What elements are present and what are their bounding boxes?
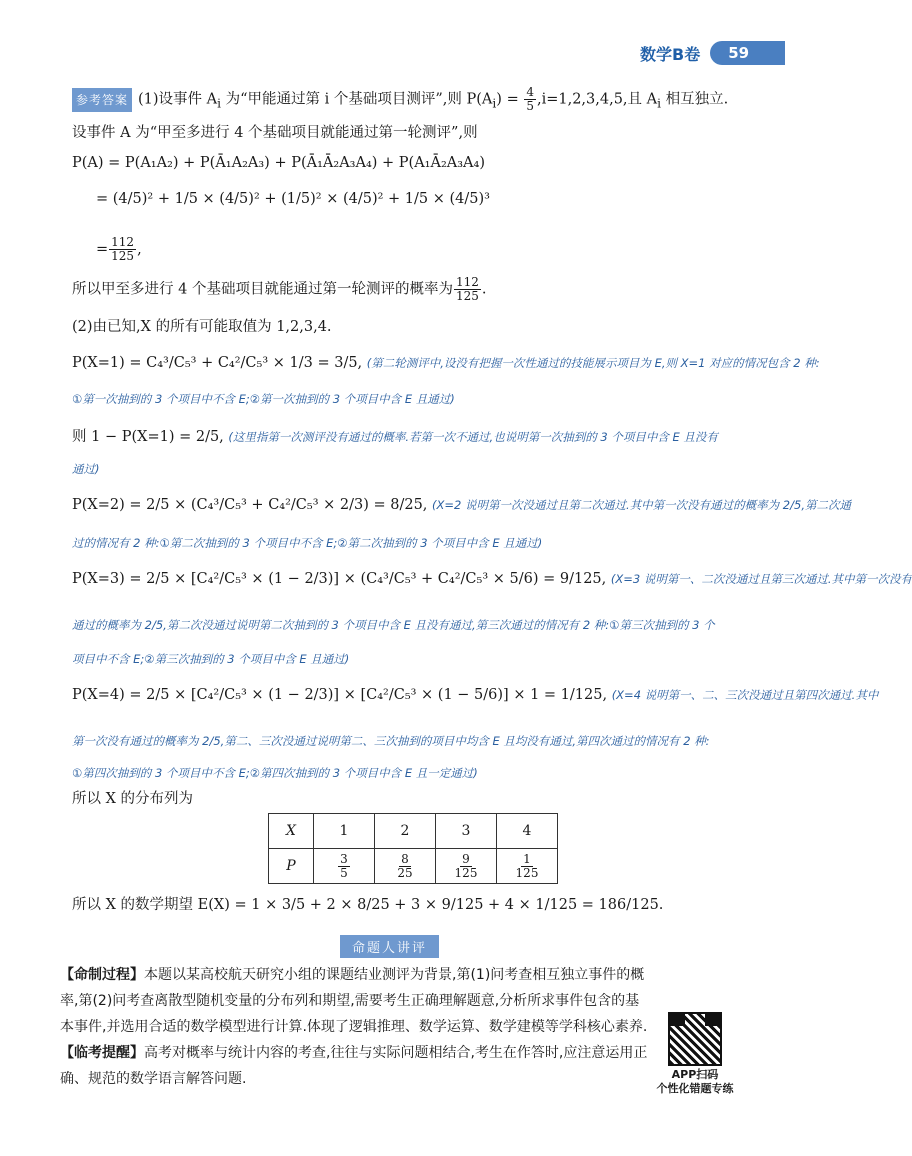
px3-note-2: 项目中不含 E;②第三次抽到的 3 个项目中含 E 且通过) (72, 652, 350, 666)
page-number: 59 (710, 41, 785, 65)
reminder-label: 【临考提醒】 (60, 1045, 144, 1061)
reminder-paragraph: 【临考提醒】高考对概率与统计内容的考查,往往与实际问题相结合,考生在作答时,应注意运用正确、规范的数学语言解答问题. (60, 1045, 648, 1087)
px3-note: 通过的概率为 2/5,第二次没通过说明第二次抽到的 3 个项目中含 E 且没有通过,第三次通过的情况有 2 种:①第三次抽到的 3 个 (72, 618, 715, 632)
part2-intro: (2)由已知,X 的所有可能取值为 1,2,3,4. (72, 319, 332, 335)
fraction: $\frac{4}{5}$ (526, 85, 534, 113)
answer-line-1: 参考答案 (1)设事件 $A_i$ 为“甲能通过第 i 个基础项目测评”,则 $P(A_i)$ = $\frac{4}{5}$ ,i=1,2,3,4,5,且 $A_i$ 相互独立. (72, 86, 728, 114)
px4-note: 第一次没有通过的概率为 2/5,第二、三次没通过说明第二、三次抽到的项目中均含 E 且均没有通过,第四次通过的情况有 2 种: (72, 734, 710, 748)
dist-intro: 所以 X 的分布列为 (72, 791, 194, 807)
page-header (640, 40, 785, 66)
px2-note: 过的情况有 2 种:①第二次抽到的 3 个项目中不含 E;②第二次抽到的 3 个项目中含 E 且通过) (72, 536, 543, 550)
px1-line: P(X=1) = C₄³/C₅³ + C₄²/C₅³ × 1/3 = 3/5, (第二轮测评中,设没有把握一次性通过的技能展示项目为 E,则 X=1 对应的情况包含 2 种: (72, 355, 820, 371)
design-label: 【命制过程】 (60, 967, 144, 983)
px3-line: P(X=3) = 2/5 × [C₄²/C₅³ × (1 − 2/3)] × (C₄³/C₅³ + C₄²/C₅³ × 5/6) = 9/125, (X=3 说明第一、二次没通过且第三次通过.其中第一次没有 (72, 571, 912, 587)
table-row: X 1 2 3 4 (269, 814, 558, 849)
equation-pa-result: = $\frac{112}{125}$ , (96, 235, 142, 263)
header-title: 数学B卷 (640, 44, 701, 64)
px4-note-2: ①第四次抽到的 3 个项目中不含 E;②第四次抽到的 3 个项目中含 E 且一定通过) (72, 766, 478, 780)
design-paragraph: 【命制过程】本题以某高校航天研究小组的课题结业测评为背景,第(1)问考查相互独立事件的概率,第(2)问考查离散型随机变量的分布列和期望,需要考生正确理解题意,分析所求事件包含的基本事件,并选用合适的数学模型进行计算.体现了逻辑推理、数学运算、数学建模等学科核心素养. (60, 967, 648, 1035)
qr-caption: APP扫码 个性化错题专练 (656, 1068, 734, 1095)
equation-pa-expand: = (4/5)² + 1/5 × (4/5)² + (1/5)² × (4/5)² + 1/5 × (4/5)³ (96, 191, 490, 207)
expectation-line: 所以 X 的数学期望 E(X) = 1 × 3/5 + 2 × 8/25 + 3 × 9/125 + 4 × 1/125 = 186/125. (72, 897, 664, 913)
answer-line-2: 设事件 A 为“甲至多进行 4 个基础项目就能通过第一轮测评”,则 (72, 125, 478, 141)
equation-pa: P(A) = P(A₁A₂) + P(Ā₁A₂A₃) + P(Ā₁Ā₂A₃A₄) + P(A₁Ā₂A₃A₄) (72, 155, 485, 171)
commentary-banner: 命题人讲评 (340, 935, 439, 958)
answer-badge: 参考答案 (72, 88, 132, 112)
px2-line: P(X=2) = 2/5 × (C₄³/C₅³ + C₄²/C₅³ × 2/3) = 8/25, (X=2 说明第一次没通过且第二次通过.其中第一次没有通过的概率为 2/5,第二次通 (72, 497, 851, 513)
fraction-112-125: $\frac{112}{125}$ (111, 235, 135, 263)
px1-note: ①第一次抽到的 3 个项目中不含 E;②第一次抽到的 3 个项目中含 E 且通过) (72, 392, 455, 406)
px4-line: P(X=4) = 2/5 × [C₄²/C₅³ × (1 − 2/3)] × [C₄²/C₅³ × (1 − 5/6)] × 1 = 1/125, (X=4 说明第一、二、三次没通过且第四次通过.其中 (72, 687, 879, 703)
complement-line: 则 1 − P(X=1) = 2/5, (这里指第一次测评没有通过的概率.若第一次不通过,也说明第一次抽到的 3 个项目中含 E 且没有 (72, 429, 718, 445)
conclusion-part1: 所以甲至多进行 4 个基础项目就能通过第一轮测评的概率为 $\frac{112}{125}$ . (72, 275, 487, 303)
complement-note: 通过) (72, 462, 100, 476)
qr-code-icon[interactable] (668, 1012, 722, 1066)
distribution-table (268, 813, 558, 884)
table-row: P $\frac{3}{5}$ $\frac{8}{25}$ $\frac{9}{125}$ $\frac{1}{125}$ (269, 849, 558, 884)
